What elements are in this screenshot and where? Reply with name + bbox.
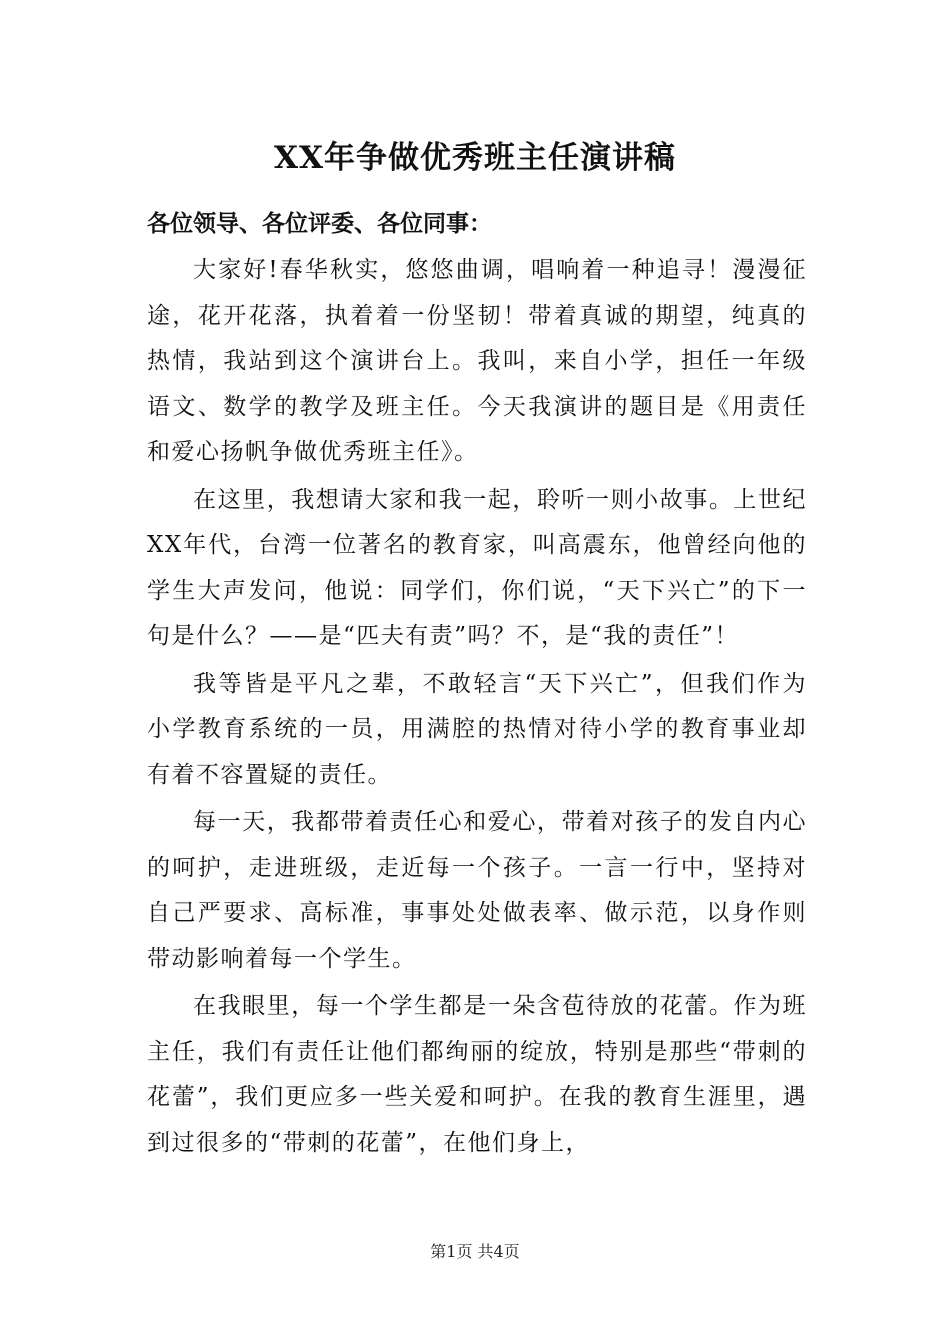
document-body — [147, 202, 807, 1168]
paragraph: 在我眼里，每一个学生都是一朵含苞待放的花蕾。作为班主任，我们有责任让他们都绚丽的绽放，特别是那些“带刺的花蕾”，我们更应多一些关爱和呵护。在我的教育生涯里，遇到过很多的“带刺的花蕾”，在他们身上， — [147, 993, 807, 1156]
paragraph: 每一天，我都带着责任心和爱心，带着对孩子的发自内心的呵护，走进班级，走近每一个孩子。一言一行中，坚持对自己严要求、高标准，事事处处做表率、做示范，以身作则带动影响着每一个学生。 — [147, 809, 807, 972]
paragraph: 在这里，我想请大家和我一起，聆听一则小故事。上世纪XX年代，台湾一位著名的教育家，叫高震东，他曾经向他的学生大声发问，他说：同学们，你们说，“天下兴亡”的下一句是什么？——是“匹夫有责”吗？不，是“我的责任”！ — [147, 486, 807, 649]
page-footer: 第1页 共4页 — [430, 1242, 520, 1261]
paragraph: 我等皆是平凡之辈，不敢轻言“天下兴亡”，但我们作为小学教育系统的一员，用满腔的热情对待小学的教育事业却有着不容置疑的责任。 — [147, 670, 807, 788]
salutation: 各位领导、各位评委、各位同事： — [147, 210, 492, 237]
document-title: XX年争做优秀班主任演讲稿 — [273, 140, 677, 176]
paragraph: 大家好!春华秋实，悠悠曲调，唱响着一种追寻！漫漫征途，花开花落，执着着一份坚韧！带着真诚的期望，纯真的热情，我站到这个演讲台上。我叫，来自小学，担任一年级语文、数学的教学及班主任。今天我演讲的题目是《用责任和爱心扬帆争做优秀班主任》。 — [147, 257, 807, 465]
